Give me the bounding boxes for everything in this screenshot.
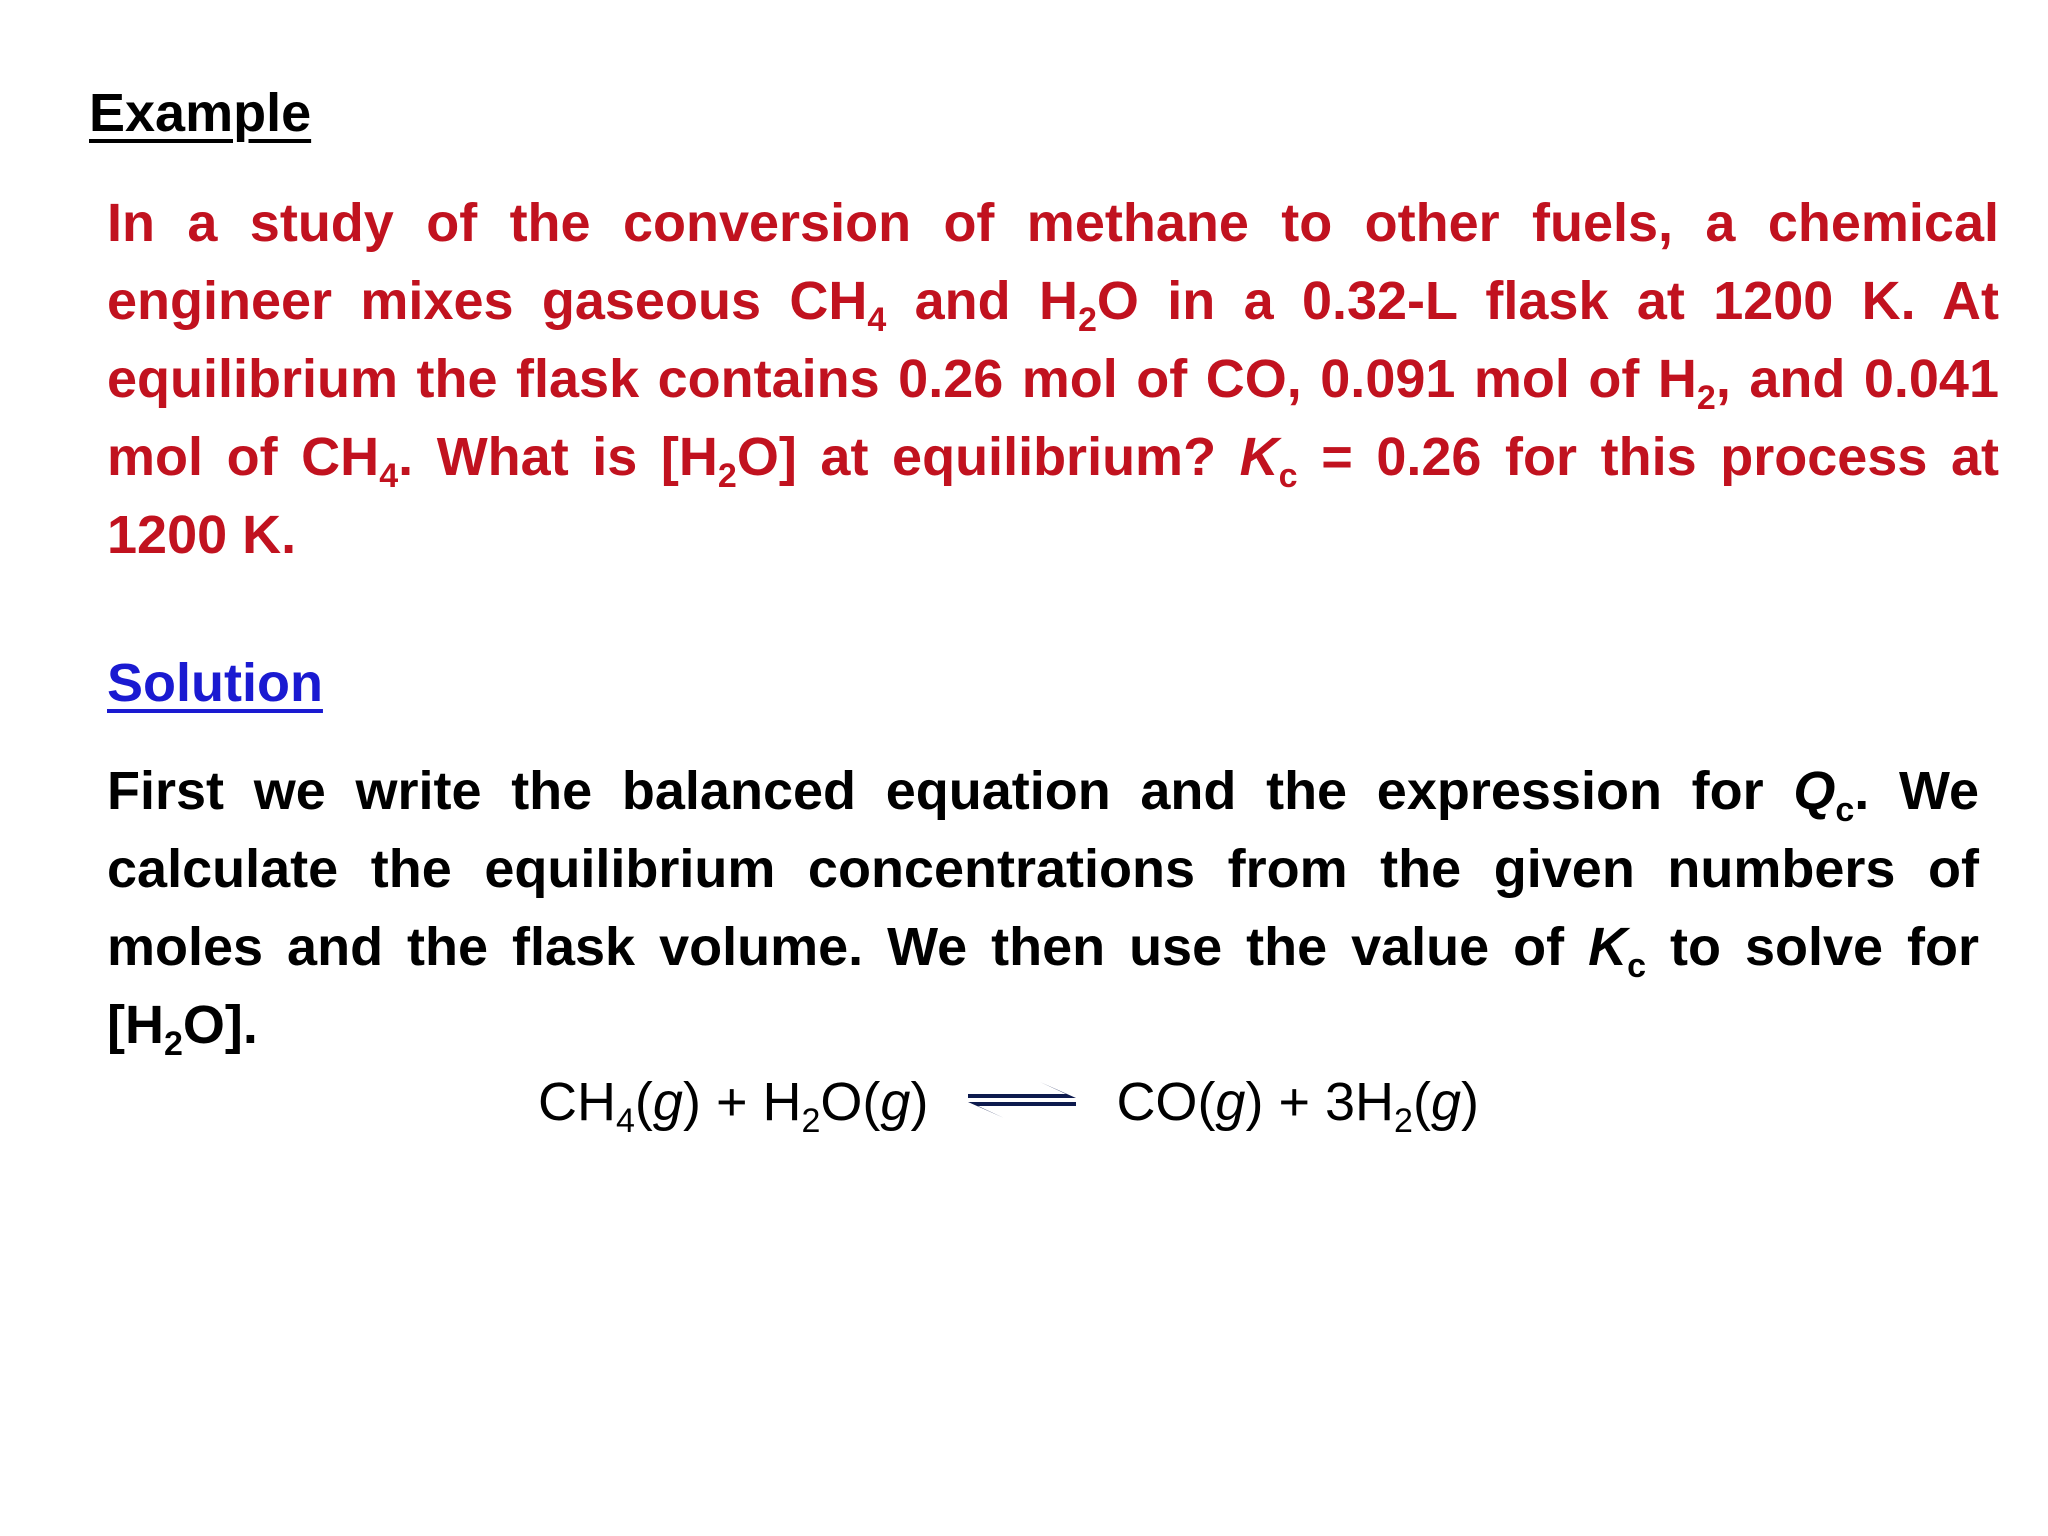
kc-symbol: K [1239,427,1279,487]
subscript: c [1627,947,1647,985]
subscript: c [1835,791,1855,829]
equilibrium-arrow-icon [962,1072,1082,1132]
solution-paragraph [107,752,1979,1064]
solution-text-run: . We calculate the equilibrium concentrations from the given numbers of moles and the flask volume. We then use the value of [107,761,1979,977]
solution-text-run: to solve for [H [107,917,1980,1055]
solution-text-run: O]. [182,995,258,1055]
eq-text: O( [820,1072,881,1132]
gas-symbol: g [1430,1072,1461,1132]
eq-text: ) + H [682,1072,802,1132]
gas-symbol: g [880,1072,911,1132]
subscript: 2 [1394,1102,1413,1140]
example-heading: Example [89,83,312,143]
subscript: 2 [1696,379,1716,417]
solution-heading: Solution [107,653,323,713]
subscript: 4 [867,301,887,339]
problem-text: O in a 0.32-L flask at 1200 K. At equilibrium the flask contains 0.26 mol of CO, 0.091 mol of H [107,271,1999,409]
problem-text: O] at equilibrium? [736,427,1240,487]
reactants [538,1071,929,1140]
eq-text: ) + 3H [1245,1072,1395,1132]
subscript: 4 [379,457,399,495]
balanced-equation [538,1066,1479,1138]
eq-text: ( [1412,1072,1431,1132]
problem-paragraph [107,184,1999,574]
gas-symbol: g [1215,1072,1246,1132]
subscript: 2 [1077,301,1097,339]
forward-half-arrow [968,1082,1076,1098]
gas-symbol: g [652,1072,683,1132]
eq-text: CH [538,1072,616,1132]
subscript: 2 [801,1102,821,1140]
subscript: 2 [163,1025,183,1063]
problem-text: = 0.26 for this process at 1200 K. [107,427,1999,565]
qc-symbol: Q [1793,761,1836,821]
eq-text: CO( [1116,1072,1216,1132]
problem-text: . What is [H [398,427,718,487]
eq-text: ( [634,1072,653,1132]
solution-text-run: First we write the balanced equation and the expression for [107,761,1794,821]
problem-text: , and 0.041 mol of CH [107,349,1999,487]
products [1116,1071,1479,1140]
subscript: c [1278,457,1298,495]
subscript: 4 [616,1102,635,1140]
solution-text [107,752,1979,1064]
eq-text: ) [910,1072,929,1132]
problem-text: and H [886,271,1078,331]
subscript: 2 [717,457,737,495]
kc-symbol: K [1588,917,1628,977]
problem-text: In a study of the conversion of methane to other fuels, a chemical engineer mixes gaseous CH [107,193,1999,331]
problem-statement [107,184,1999,574]
reverse-half-arrow [968,1102,1076,1118]
eq-text: ) [1460,1072,1479,1132]
